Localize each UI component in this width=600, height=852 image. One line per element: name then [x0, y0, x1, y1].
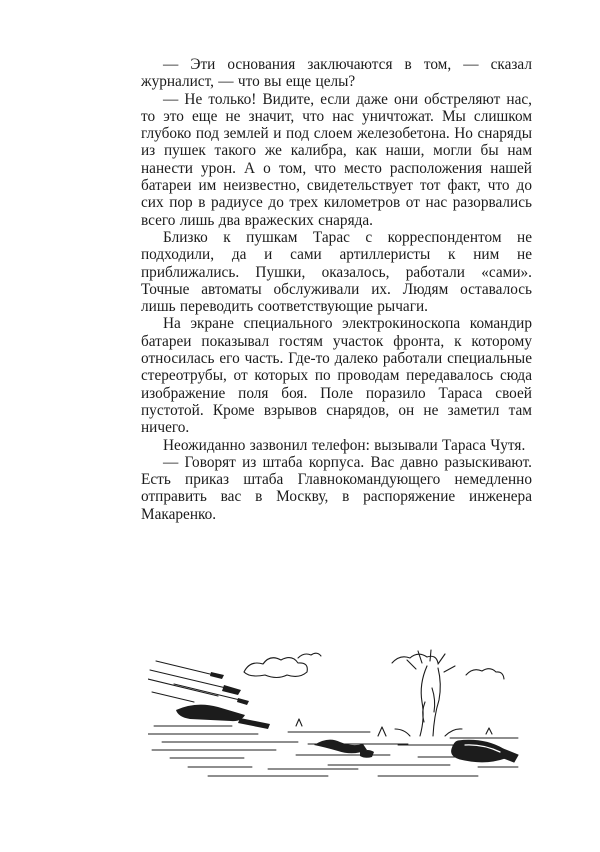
body-text [141, 56, 532, 523]
paragraph-1: — Эти основания заключаются в том, — сказал журналист, — что вы еще целы? [141, 56, 532, 91]
smoke-clouds [244, 653, 504, 679]
splash-marks [296, 719, 492, 736]
paragraph-2: — Не только! Видите, если даже они обстреляют нас, то это еще не значит, что нас уничтожат. Мы слишком глубоко под землей и под слоем железобетона. Но снаряды из пушек такого же калибра, как наши, могли бы нам нанести урон. А о том, что место расположения нашей батареи им неизвестно, свидетельствует тот факт, что до сих пор в радиусе до трех километров от нас разорвались всего лишь два вражеских снаряда. [141, 90, 532, 229]
shell-trail-lines [148, 661, 240, 702]
battle-scene-illustration [148, 648, 522, 782]
paragraph-6: — Говорят из штаба корпуса. Вас давно разыскивают. Есть приказ штаба Главнокомандующего немедленно отправить вас в Москву, в распоряжение инженера Макаренко. [141, 453, 532, 523]
paragraph-4: На экране специального электрокиноскопа командир батареи показывал гостям участок фронта, к которому относилась его часть. Где-то далеко работали специальные стереотрубы, от которых по проводам передавалось сюда изображение поля боя. Поле поразило Тараса своей пустотой. Кроме взрывов снарядов, он не заметил там ничего. [141, 315, 532, 437]
illustration-container [148, 648, 522, 782]
projectile-shapes [210, 672, 249, 705]
left-wreckage [176, 705, 270, 729]
paragraph-3: Близко к пушкам Тарас с корреспондентом не подходили, да и сами артиллеристы к ним не приближались. Пушки, оказалось, работали «сами». Точные автоматы обслуживали их. Людям оставалось лишь переводить соответствующие рычаги. [141, 228, 532, 316]
right-shell [452, 740, 518, 762]
explosion-plume [395, 650, 462, 736]
paragraph-5: Неожиданно зазвонил телефон: вызывали Тараса Чутя. [163, 436, 526, 454]
